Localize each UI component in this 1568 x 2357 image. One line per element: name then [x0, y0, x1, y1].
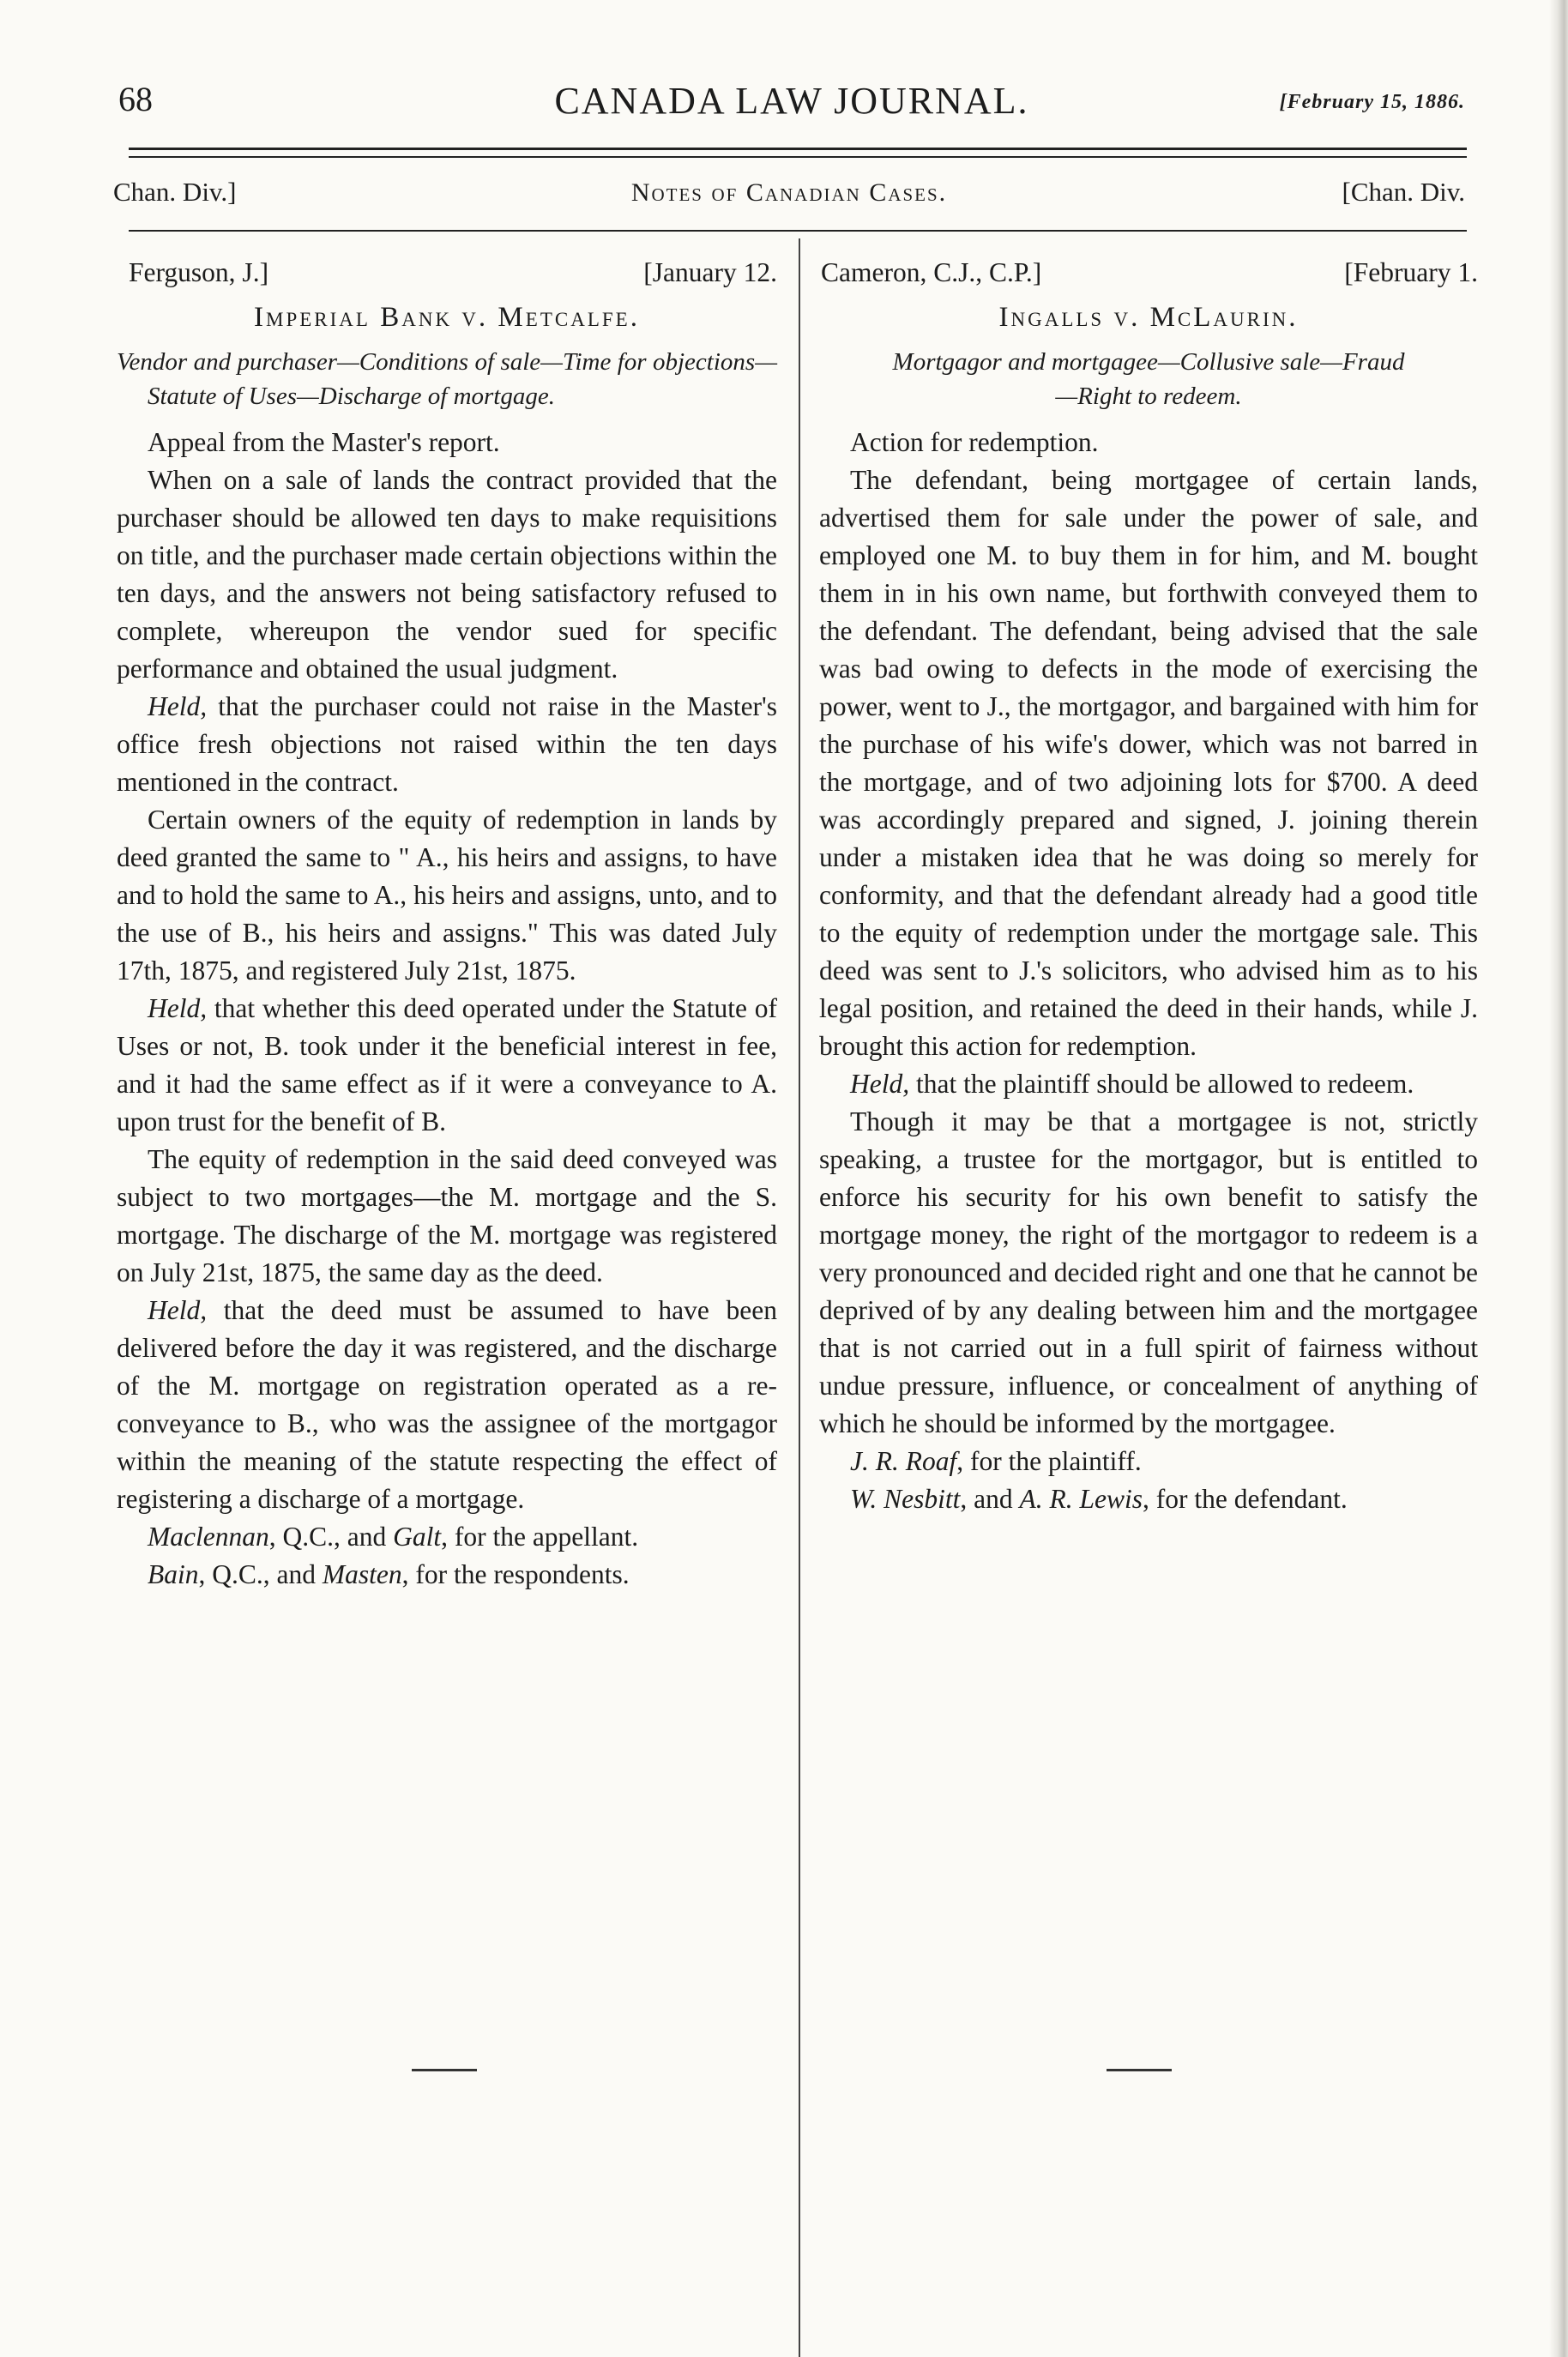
counsel-text: , and — [960, 1484, 1020, 1514]
held-text: that the purchaser could not raise in the Master's office fresh objections not raised within the ten days mentioned in the contract. — [117, 691, 777, 797]
case-title: Ingalls v. McLaurin. — [998, 302, 1299, 333]
subheader-right: [Chan. Div. — [1342, 177, 1465, 207]
held-text: that the deed must be assumed to have been delivered before the day it was registered, and the discharge of the M. mortgage on registration operated as a re-conveyance to B., who was the assignee of the mortgagor within the meaning of the statute respecting the effect of registering a discharge of a mortgage. — [117, 1295, 777, 1514]
subheader-center: Notes of Canadian Cases. — [630, 178, 948, 207]
counsel-text: , Q.C., and — [198, 1559, 323, 1589]
held-text: that whether this deed operated under the Statute of Uses or not, B. took under it the beneficial interest in fee, and it had the same effect as if it were a conveyance to A. upon trust for the benefit of B. — [117, 993, 777, 1136]
counsel-text: , for the defendant. — [1142, 1484, 1348, 1514]
paragraph: Though it may be that a mortgagee is not, strictly speaking, a trustee for the mortgagor, but is entitled to enforce his security for his own benefit to satisfy the mortgage money, the right of the mortgagor to redeem is a very pronounced and decided right and one that he cannot be deprived of by any dealing between him and the mortgagee that is not carried out in a full spirit of fairness without undue pressure, influence, or concealment of anything of which he should be informed by the mortgagee. — [819, 1106, 1478, 1438]
counsel-name: W. Nesbitt — [850, 1484, 961, 1514]
right-end-rule — [1107, 2069, 1172, 2071]
held-label: Held, — [148, 691, 208, 721]
paragraph: The defendant, being mortgagee of certain lands, advertised them for sale under the power of sale, and employed one M. to buy them in for him, and M. bought them in in his own name, but forthwith conveyed them to the defendant. The defendant, being advised that the sale was bad owing to defects in the mode of exercising the power, went to J., the mortgagor, and bargained with him for the purchase of his wife's dower, which was not barred in the mortgage, and of two adjoining lots for $700. A deed was accordingly prepared and signed, J. joining therein under a mistaken idea that he was doing so merely for conformity, and that the defendant already had a good title to the equity of redemption under the mortgage sale. This deed was sent to J.'s solicitors, who advised him as to his legal position, and retained the deed in their hands, while J. brought this action for redemption. — [819, 465, 1478, 1061]
case-title: Imperial Bank v. Metcalfe. — [254, 302, 640, 333]
headnote-line: Mortgagor and mortgagee—Collusive sale—Fraud — [892, 348, 1405, 376]
page-number: 68 — [118, 80, 153, 118]
paragraph: When on a sale of lands the contract provided that the purchaser should be allowed ten days to make requisitions on title, and the purchaser made certain objections within the ten days, and the answers not being satisfactory refused to complete, whereupon the vendor sued for specific performance and obtained the usual judgment. — [117, 465, 777, 684]
counsel-name: Bain — [148, 1559, 199, 1589]
counsel-text: , for the respondents. — [401, 1559, 630, 1589]
case-headnote — [819, 345, 1478, 413]
counsel-line — [117, 1556, 777, 1594]
held-label: Held, — [850, 1069, 910, 1099]
headnote-line: —Right to redeem. — [1055, 383, 1242, 410]
judge-name: Ferguson, J.] — [129, 257, 269, 287]
journal-title: CANADA LAW JOURNAL. — [554, 80, 1029, 122]
paragraph: Certain owners of the equity of redemption in lands by deed granted the same to " A., his heirs and assigns, to have and to hold the same to A., his heirs and assigns, unto, and to the use of B., his heirs and assigns." This was dated July 17th, 1875, and registered July 21st, 1875. — [117, 805, 777, 986]
case-judge-line — [821, 254, 1478, 292]
subheader-left: Chan. Div.] — [113, 177, 237, 207]
issue-date: [February 15, 1886. — [1279, 91, 1465, 113]
running-header — [118, 79, 1465, 130]
counsel-text: , Q.C., and — [268, 1522, 394, 1552]
paragraph: Action for redemption. — [850, 427, 1099, 457]
counsel-name: Masten — [322, 1559, 402, 1589]
judge-name: Cameron, C.J., C.P.] — [821, 257, 1042, 287]
counsel-name: Galt — [393, 1522, 442, 1552]
counsel-name: A. R. Lewis — [1019, 1484, 1143, 1514]
header-rule-thick — [129, 148, 1467, 150]
section-subheader — [113, 177, 1465, 211]
held-label: Held, — [148, 1295, 208, 1325]
header-rule-thin — [129, 156, 1467, 158]
right-column — [819, 254, 1478, 1518]
held-paragraph — [117, 688, 777, 801]
counsel-line — [819, 1443, 1478, 1480]
scan-edge-shadow — [1549, 0, 1568, 2357]
decision-date: [February 1. — [1344, 257, 1478, 287]
left-column — [117, 254, 777, 1594]
column-divider — [799, 238, 800, 2357]
paragraph: Appeal from the Master's report. — [148, 427, 500, 457]
left-end-rule — [412, 2069, 477, 2071]
case-headnote: Vendor and purchaser—Conditions of sale—Time for objections—Statute of Uses—Discharge of mortgage. — [117, 348, 777, 410]
held-label: Held, — [148, 993, 208, 1023]
held-paragraph — [117, 1292, 777, 1518]
counsel-name: J. R. Roaf — [850, 1446, 957, 1476]
held-paragraph — [819, 1065, 1478, 1103]
counsel-line — [117, 1518, 777, 1556]
counsel-text: , for the appellant. — [441, 1522, 639, 1552]
counsel-line — [819, 1480, 1478, 1518]
subheader-rule — [129, 230, 1467, 232]
paragraph: The equity of redemption in the said deed conveyed was subject to two mortgages—the M. mortgage and the S. mortgage. The discharge of the M. mortgage was registered on July 21st, 1875, the same day as the deed. — [117, 1144, 777, 1287]
case-judge-line — [129, 254, 777, 292]
counsel-text: , for the plaintiff. — [956, 1446, 1142, 1476]
decision-date: [January 12. — [643, 257, 777, 287]
counsel-name: Maclennan — [148, 1522, 269, 1552]
held-text: that the plaintiff should be allowed to redeem. — [909, 1069, 1414, 1099]
held-paragraph — [117, 990, 777, 1141]
